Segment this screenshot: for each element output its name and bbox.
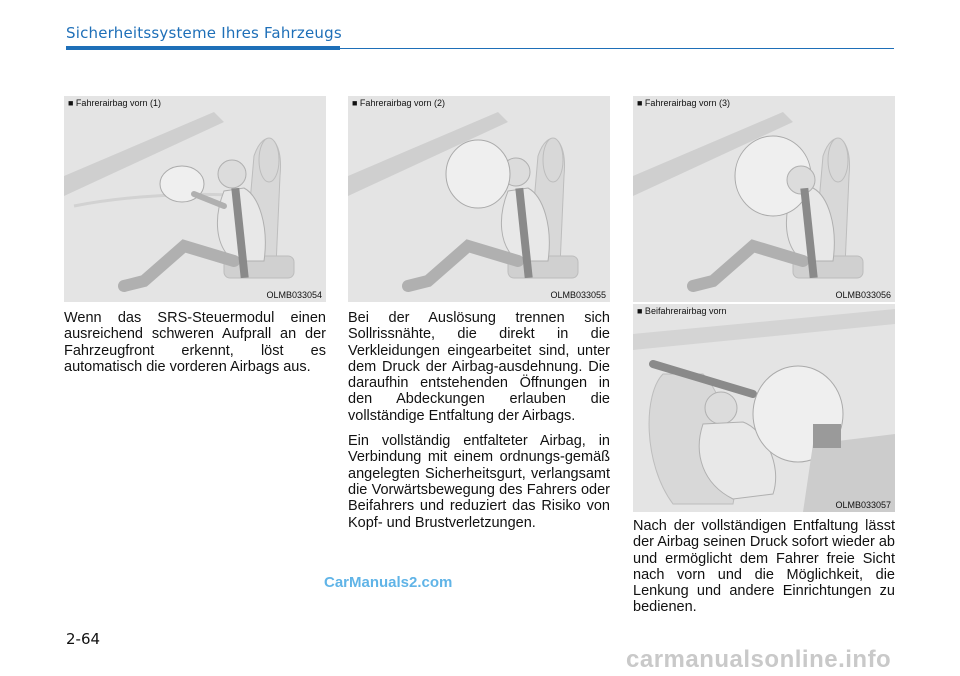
- illustration-passenger-airbag: [633, 304, 895, 512]
- figure-caption: ■ Fahrerairbag vorn (3): [637, 98, 730, 108]
- figure-code: OLMB033056: [835, 290, 891, 300]
- figure-code: OLMB033054: [266, 290, 322, 300]
- text-column-1: [64, 310, 326, 384]
- text-column-2: [348, 310, 610, 540]
- paragraph: Ein vollständig entfalteter Airbag, in Verbindung mit einem ordnungs-gemäß angelegten Sicherheitsgurt, verlangsamt die Vorwärtsbewegung des Fahrers oder Beifahrers und reduziert das Risiko von Kopf- und Brustverletzungen.: [348, 433, 610, 531]
- figure-caption: ■ Fahrerairbag vorn (2): [352, 98, 445, 108]
- section-title: Sicherheitssysteme Ihres Fahrzeugs: [66, 24, 342, 42]
- paragraph: Nach der vollständigen Entfaltung lässt der Airbag seinen Druck sofort wieder ab und ermöglicht dem Fahrer freie Sicht nach vorn und die Möglichkeit, die Lenkung und andere Einrichtungen zu bedienen.: [633, 518, 895, 616]
- watermark-carmanuals2[interactable]: CarManuals2.com: [324, 574, 453, 591]
- figure-caption: ■ Beifahrerairbag vorn: [637, 306, 727, 316]
- figure-driver-airbag-3: [633, 96, 895, 302]
- figure-code: OLMB033057: [835, 500, 891, 510]
- paragraph: Wenn das SRS-Steuermodul einen ausreichend schweren Aufprall an der Fahrzeugfront erkennt, löst es automatisch die vorderen Airbags aus.: [64, 310, 326, 375]
- header-rule-thick: [66, 46, 340, 50]
- watermark-carmanualsonline: carmanualsonline.info: [626, 646, 892, 673]
- figure-passenger-airbag: [633, 304, 895, 512]
- text-column-3: [633, 518, 895, 625]
- figure-code: OLMB033055: [550, 290, 606, 300]
- illustration-driver-airbag-full: [633, 96, 895, 302]
- figure-caption: ■ Fahrerairbag vorn (1): [68, 98, 161, 108]
- figure-driver-airbag-1: [64, 96, 326, 302]
- paragraph: Bei der Auslösung trennen sich Sollrissnähte, die direkt in die Verkleidungen eingearbeitet sind, unter dem Druck der Airbag-ausdehnung. Die daraufhin entstehenden Öffnungen in den Abdeckungen erlauben die vollständige Entfaltung der Airbags.: [348, 310, 610, 424]
- figure-driver-airbag-2: [348, 96, 610, 302]
- page-number: 2-64: [66, 630, 101, 648]
- illustration-driver-airbag-medium: [348, 96, 610, 302]
- illustration-driver-airbag-small: [64, 96, 326, 302]
- header-rule-thin: [340, 48, 894, 49]
